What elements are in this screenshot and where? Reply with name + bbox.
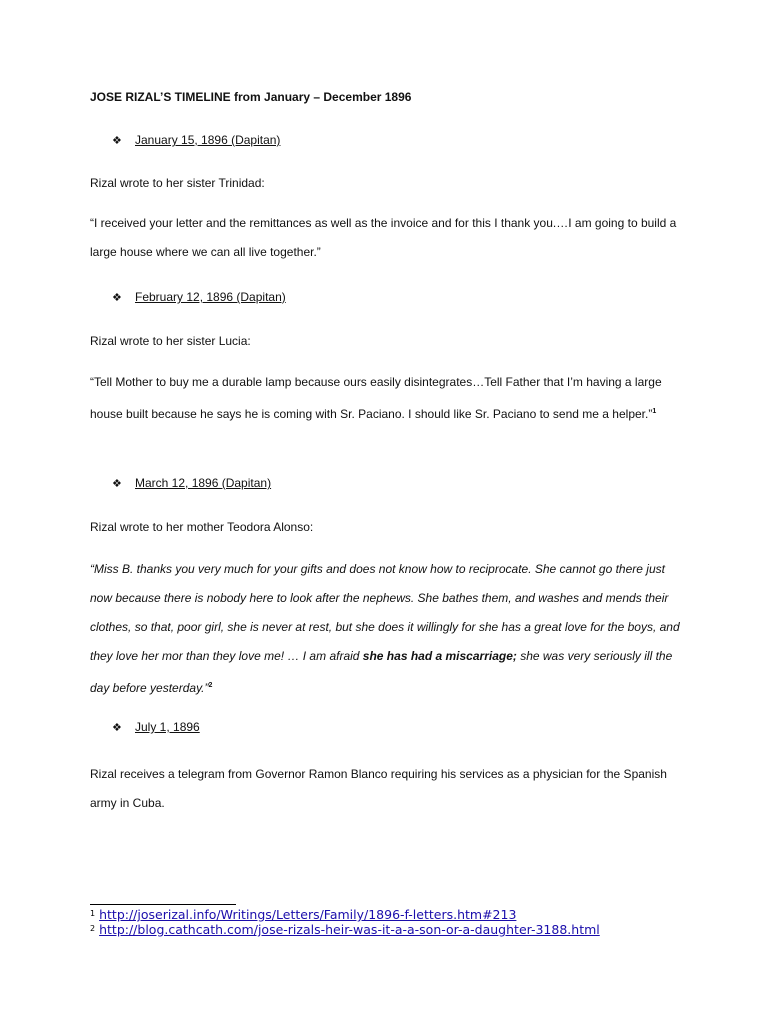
emphasis-miscarriage: she has had a miscarriage; [362, 649, 517, 663]
diamond-bullet-icon: ❖ [112, 292, 122, 304]
footnote-divider [90, 904, 236, 905]
date-text: March 12, 1896 (Dapitan) [135, 476, 272, 490]
entry-text-4: Rizal receives a telegram from Governor Ramon Blanco requiring his services as a physician for the Spanish army in Cuba. [90, 767, 667, 810]
footnote-number: 2 [90, 924, 96, 933]
document-title: JOSE RIZAL’S TIMELINE from January – December 1896 [90, 90, 412, 104]
timeline-date-1 [112, 133, 672, 147]
diamond-bullet-icon: ❖ [112, 722, 122, 734]
entry-intro-2: Rizal wrote to her sister Lucia: [90, 334, 251, 348]
timeline-date-3 [112, 476, 672, 490]
footnote-link-2[interactable]: http://blog.cathcath.com/jose-rizals-heir-was-it-a-a-son-or-a-daughter-3188.html [99, 922, 600, 937]
entry-quote-1: “I received your letter and the remittances as well as the invoice and for this I thank you.…I am going to build a large house where we can all live together.” [90, 216, 677, 259]
timeline-date-2 [112, 290, 672, 304]
footnote-number: 1 [90, 909, 96, 918]
entry-quote-3: “Miss B. thanks you very much for your gifts and does not know how to reciprocate. She cannot go there just now because there is nobody here to look after the nephews. She bathes them, and washes and mends their clothes, so that, poor girl, she is never at rest, but she does it willingly for she has a great love for the boys, and they love her mor than they love me! … I am afraid she has had a miscarriage; she was very seriously ill the day before yesterday.”$^2$ [90, 562, 680, 695]
footnote-ref-2: 2 [208, 682, 213, 689]
timeline-date-4 [112, 720, 672, 734]
footnote-1 [90, 907, 516, 922]
diamond-bullet-icon: ❖ [112, 135, 122, 147]
date-text: January 15, 1896 (Dapitan) [135, 133, 281, 147]
diamond-bullet-icon: ❖ [112, 478, 122, 490]
footnote-link-1[interactable]: http://joserizal.info/Writings/Letters/Family/1896-f-letters.htm#213 [99, 907, 517, 922]
entry-quote-2: “Tell Mother to buy me a durable lamp because ours easily disintegrates…Tell Father that I’m having a large house built because he says he is coming with Sr. Paciano. I should like Sr. Paciano to send me a helper.”$^1$ [90, 375, 662, 421]
entry-intro-3: Rizal wrote to her mother Teodora Alonso: [90, 520, 314, 534]
footnote-2 [90, 922, 600, 937]
date-text: February 12, 1896 (Dapitan) [135, 290, 286, 304]
footnote-ref-1: 1 [652, 408, 657, 415]
date-text: July 1, 1896 [135, 720, 200, 734]
entry-intro-1: Rizal wrote to her sister Trinidad: [90, 176, 265, 190]
